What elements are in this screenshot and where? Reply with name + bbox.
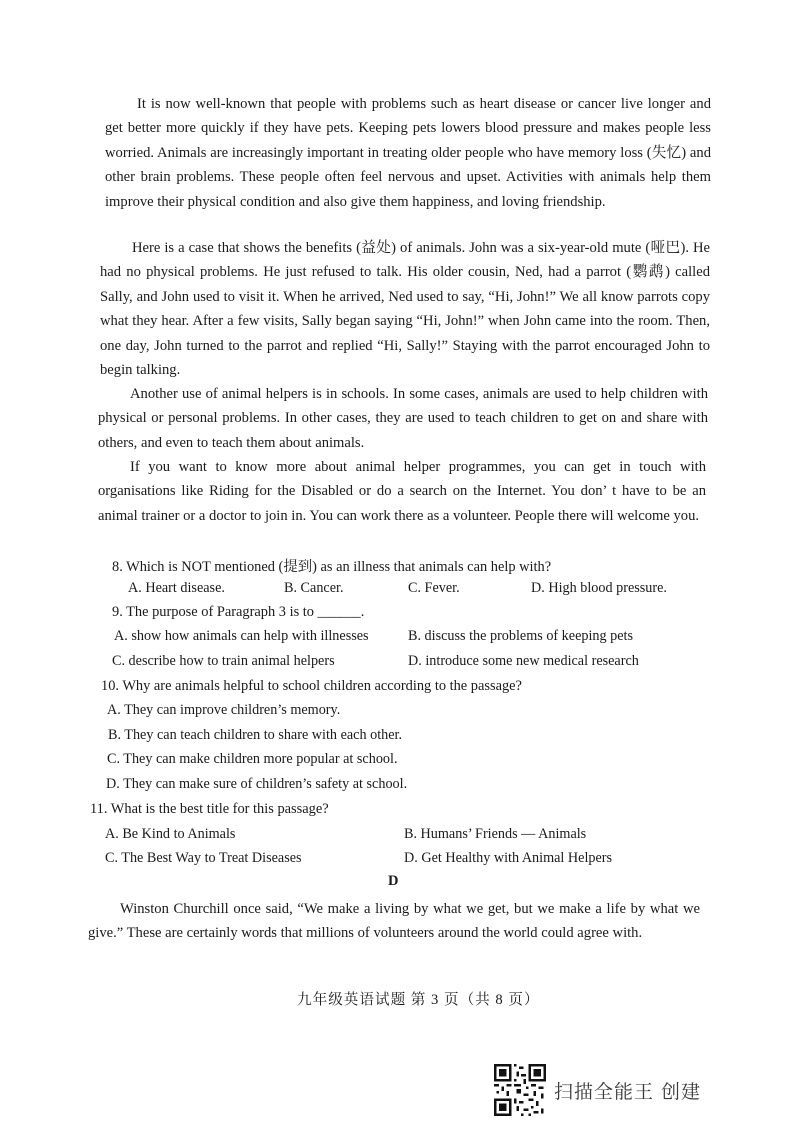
- question-10-option-b: B. They can teach children to share with each other.: [108, 727, 403, 743]
- question-8-option-a: A. Heart disease.: [128, 580, 225, 596]
- scanner-watermark-label: 扫描全能王 创建: [554, 1081, 702, 1103]
- question-9-option-a: A. show how animals can help with illnesses: [114, 628, 369, 644]
- question-10-option-a: A. They can improve children’s memory.: [107, 702, 341, 718]
- question-10-option-d: D. They can make sure of children’s safety at school.: [106, 776, 408, 792]
- passage-c-paragraph-3: Another use of animal helpers is in schools. In some cases, animals are used to help children with physical or personal problems. In other cases, they are used to teach children to get on and share with others, and even to teach them about animals.: [98, 386, 708, 451]
- question-11-option-a: A. Be Kind to Animals: [105, 826, 236, 842]
- question-9-stem: 9. The purpose of Paragraph 3 is to ______.: [112, 604, 365, 620]
- question-9-option-d: D. introduce some new medical research: [408, 653, 639, 669]
- passage-c-paragraph-2: Here is a case that shows the benefits (益处) of animals. John was a six-year-old mute (哑巴). He had no physical problems. He just refused to talk. His older cousin, Ned, had a parrot (鹦鹉) called Sally, and John used to visit it. When he arrived, Ned used to say, “Hi, John!” We all know parrots copy what they hear. After a few visits, Sally began saying “Hi, John!” when John came into the room. Then, one day, John turned to the parrot and replied “Hi, Sally!” Staying with the parrot encouraged John to begin talking.: [100, 240, 710, 379]
- page-footer: 九年级英语试题 第 3 页（共 8 页）: [297, 992, 540, 1008]
- passage-d-heading: D: [388, 873, 399, 889]
- passage-c-paragraph-1: It is now well-known that people with problems such as heart disease or cancer live longer and get better more quickly if they have pets. Keeping pets lowers blood pressure and makes people less worried. Animals are increasingly important in treating older people who have memory loss (失忆) and other brain problems. These people often feel nervous and upset. Activities with animals help them improve their physical condition and also give them happiness, and loving friendship.: [105, 96, 711, 210]
- question-10-stem: 10. Why are animals helpful to school children according to the passage?: [101, 678, 522, 694]
- question-8-option-d: D. High blood pressure.: [531, 580, 667, 596]
- question-9-option-c: C. describe how to train animal helpers: [112, 653, 335, 669]
- question-8-stem: 8. Which is NOT mentioned (提到) as an illness that animals can help with?: [112, 559, 552, 575]
- passage-c-paragraph-4: If you want to know more about animal helper programmes, you can get in touch with organisations like Riding for the Disabled or do a search on the Internet. You don’ t have to be an animal trainer or a doctor to join in. You can work there as a volunteer. People there will welcome you.: [98, 459, 706, 524]
- question-11-stem: 11. What is the best title for this passage?: [90, 801, 329, 817]
- question-9-option-b: B. discuss the problems of keeping pets: [408, 628, 633, 644]
- question-10-option-c: C. They can make children more popular at school.: [107, 751, 398, 767]
- question-8-option-c: C. Fever.: [408, 580, 460, 596]
- qr-code-icon: [494, 1064, 546, 1116]
- question-11-option-b: B. Humans’ Friends — Animals: [404, 826, 587, 842]
- question-8-option-b: B. Cancer.: [284, 580, 344, 596]
- question-11-option-d: D. Get Healthy with Animal Helpers: [404, 850, 613, 866]
- question-11-option-c: C. The Best Way to Treat Diseases: [105, 850, 302, 866]
- passage-d-paragraph: Winston Churchill once said, “We make a living by what we get, but we make a life by what we give.” These are certainly words that millions of volunteers around the world could agree with.: [88, 901, 700, 942]
